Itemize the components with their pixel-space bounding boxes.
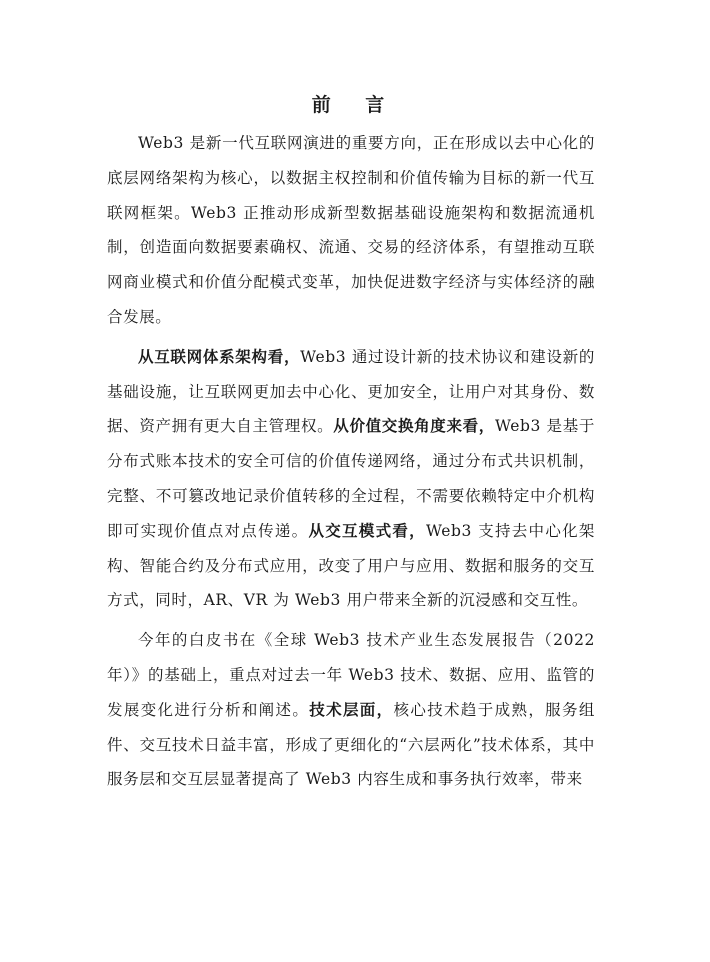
paragraph-text: Web3 是基于分布式账本技术的安全可信的价值传递网络，通过分布式共识机制，完整、不可篡改地记录价值转移的全过程，不需要依赖特定中介机构即可实现价值点对点传递。 xyxy=(107,417,595,540)
paragraph-text: 今年的白皮书在《全球 Web3 技术产业生态发展报告（2022 年）》的基础上，重点对过去一年 Web3 技术、数据、应用、监管的发展变化进行分析和阐述。 xyxy=(107,631,595,719)
bold-heading-technology: 技术层面， xyxy=(309,699,394,719)
paragraph-text: Web3 是新一代互联网演进的重要方向，正在形成以去中心化的底层网络架构为核心，以数据主权控制和价值传输为目标的新一代互联网框架。Web3 正推动形成新型数据基础设施架构和数据流通机制，创造面向数据要素确权、流通、交易的经济体系，有望推动互联网商业模式和价值分配模式变革，加快促进数字经济与实体经济的融合发展。 xyxy=(107,134,595,326)
bold-heading-value-exchange: 从价值交换角度来看， xyxy=(333,416,495,436)
paragraph-text: Web3 通过设计新的技术协议和建设新的基础设施，让互联网更加去中心化、更加安全，让用户对其身份、数据、资产拥有更大自主管理权。 xyxy=(107,347,595,436)
bold-heading-architecture: 从互联网体系架构看， xyxy=(138,346,301,366)
paragraph-1 xyxy=(107,126,595,335)
bold-heading-interaction: 从交互模式看， xyxy=(308,520,426,540)
paragraph-2 xyxy=(107,340,595,618)
paragraph-text: Web3 支持去中心化架构、智能合约及分布式应用，改变了用户与应用、数据和服务的交互方式，同时，AR、VR 为 Web3 用户带来全新的沉浸感和交互性。 xyxy=(107,521,596,610)
body-text xyxy=(107,126,595,797)
page-title: 前 言 xyxy=(311,94,399,116)
paragraph-3 xyxy=(107,623,595,797)
paragraph-text: 核心技术趋于成熟，服务组件、交互技术日益丰富，形成了更细化的“六层两化”技术体系，其中服务层和交互层显著提高了 Web3 内容生成和事务执行效率，带来 xyxy=(107,700,595,789)
